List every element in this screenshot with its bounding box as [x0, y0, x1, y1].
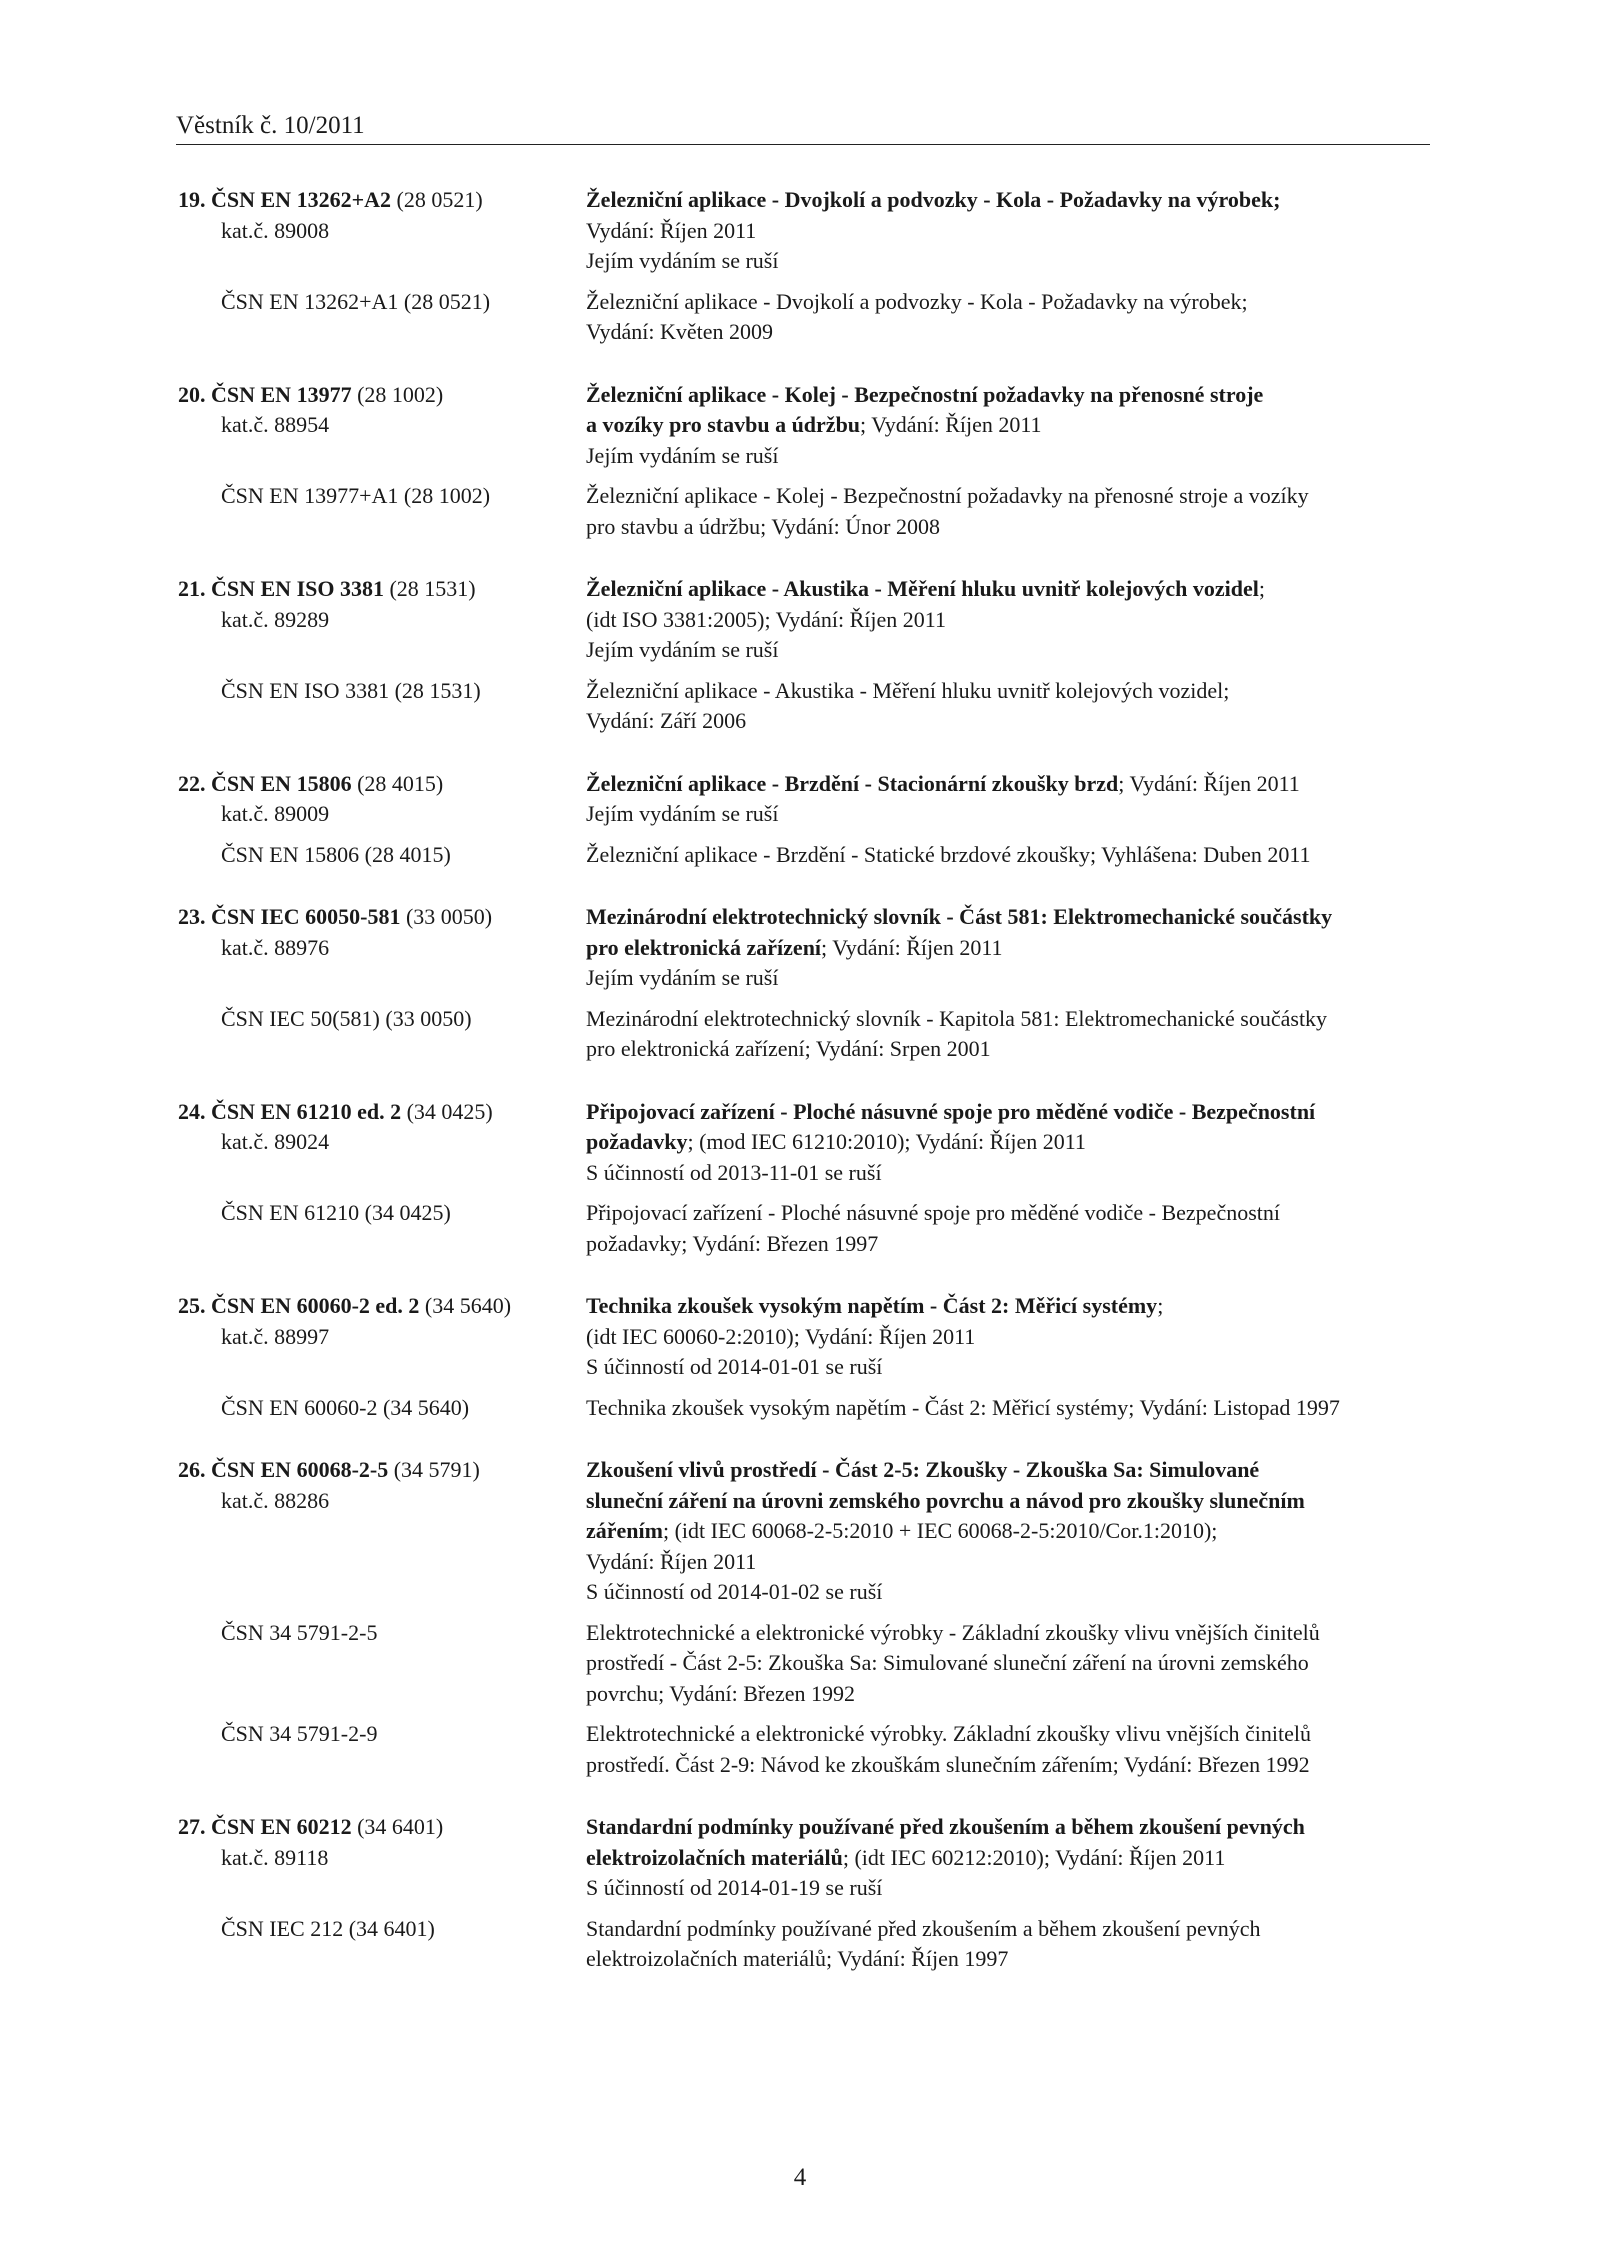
standard-info-line: S účinností od 2014-01-19 se ruší: [586, 1875, 883, 1900]
entry-number: 20.: [178, 381, 206, 407]
replaced-standard-code: ČSN IEC 212 (34 6401): [221, 1915, 435, 1941]
replaced-standard-description: [586, 1719, 1426, 1780]
journal-title: Věstník č. 10/2011: [176, 112, 365, 139]
standard-code: ČSN EN 60060-2 ed. 2: [211, 1293, 420, 1318]
replaced-standard-line: Elektrotechnické a elektronické výrobky - Základní zkoušky vlivu vnějších činitelů: [586, 1619, 1320, 1645]
standard-title-tail: ; (idt IEC 60212:2010); Vydání: Říjen 2011: [842, 1844, 1226, 1870]
standard-class-number: (28 0521): [391, 187, 483, 212]
page-header: [176, 110, 1430, 145]
replaced-standard-line: Železniční aplikace - Dvojkolí a podvozky - Kola - Požadavky na výrobek;: [586, 288, 1248, 314]
entry-number: 19.: [178, 187, 206, 212]
standard-code: ČSN EN ISO 3381: [211, 576, 384, 601]
standard-designation: [0, 380, 586, 472]
new-standard-row: [0, 1097, 1600, 1189]
catalog-number: kat.č. 88976: [221, 934, 330, 960]
standard-description: [586, 769, 1426, 830]
standard-title-line: elektroizolačních materiálů: [586, 1844, 843, 1870]
standard-entry: [0, 769, 1600, 871]
replaced-standard-description: [586, 1618, 1426, 1710]
standard-designation: [0, 902, 586, 994]
new-standard-row: [0, 1455, 1600, 1608]
standard-description: [586, 380, 1426, 472]
catalog-number: kat.č. 89118: [221, 1844, 329, 1870]
replaced-standard-line: prostředí - Část 2-5: Zkouška Sa: Simulované sluneční záření na úrovni zemského: [586, 1650, 1309, 1675]
standard-title-line: požadavky: [586, 1129, 688, 1154]
standard-entry: [0, 1455, 1600, 1780]
standard-class-number: (34 5791): [388, 1457, 480, 1482]
catalog-number: kat.č. 88997: [221, 1323, 330, 1349]
standards-list: [0, 185, 1600, 2007]
standard-designation: [0, 769, 586, 830]
replaced-standard-description: [586, 676, 1426, 737]
replaced-standard-designation: [0, 287, 586, 348]
standard-info-line: Vydání: Říjen 2011: [586, 217, 757, 243]
standard-info-line: Jejím vydáním se ruší: [586, 965, 779, 990]
standard-entry: [0, 902, 1600, 1065]
standard-entry: [0, 380, 1600, 543]
replaced-standard-row: [0, 1914, 1600, 1975]
replaced-standard-line: Vydání: Květen 2009: [586, 319, 773, 344]
replaced-standard-description: [586, 1004, 1426, 1065]
standard-designation: [0, 1812, 586, 1904]
standard-title-tail: ; Vydání: Říjen 2011: [821, 934, 1003, 960]
entry-number: 21.: [178, 576, 206, 601]
catalog-number: kat.č. 89289: [221, 606, 330, 632]
replaced-standard-code: ČSN 34 5791-2-5: [221, 1619, 378, 1645]
standard-class-number: (34 0425): [401, 1098, 493, 1124]
replaced-standard-code: ČSN EN 61210 (34 0425): [221, 1200, 451, 1225]
standard-description: [586, 185, 1426, 277]
replaced-standard-designation: [0, 1393, 586, 1424]
standard-description: [586, 902, 1426, 994]
standard-description: [586, 574, 1426, 666]
replaced-standard-line: Elektrotechnické a elektronické výrobky. Základní zkoušky vlivu vnějších činitelů: [586, 1721, 1311, 1746]
standard-description: [586, 1097, 1426, 1189]
new-standard-row: [0, 380, 1600, 472]
replaced-standard-line: Vydání: Září 2006: [586, 708, 747, 733]
standard-entry: [0, 185, 1600, 348]
standard-class-number: (34 6401): [351, 1814, 444, 1839]
standard-entry: [0, 1097, 1600, 1260]
standard-info-line: (idt ISO 3381:2005); Vydání: Říjen 2011: [586, 606, 946, 632]
replaced-standard-line: povrchu; Vydání: Březen 1992: [586, 1680, 856, 1706]
standard-code: ČSN EN 15806: [211, 770, 352, 796]
replaced-standard-code: ČSN EN 13262+A1 (28 0521): [221, 288, 491, 314]
replaced-standard-line: pro stavbu a údržbu; Vydání: Únor 2008: [586, 513, 940, 539]
replaced-standard-description: [586, 481, 1426, 542]
standard-class-number: (28 1531): [383, 576, 476, 601]
replaced-standard-description: [586, 1914, 1426, 1975]
standard-title-line: sluneční záření na úrovni zemského povrchu a návod pro zkoušky slunečním: [586, 1487, 1305, 1513]
standard-title-line: Připojovací zařízení - Ploché násuvné spoje pro měděné vodiče - Bezpečnostní: [586, 1098, 1316, 1124]
replaced-standard-designation: [0, 1914, 586, 1975]
replaced-standard-description: [586, 1198, 1426, 1259]
replaced-standard-designation: [0, 1618, 586, 1710]
standard-title-tail: ;: [1157, 1293, 1164, 1318]
standard-title-line: Technika zkoušek vysokým napětím - Část 2: Měřicí systémy: [586, 1293, 1158, 1318]
standard-class-number: (28 4015): [351, 770, 444, 796]
standard-description: [586, 1455, 1426, 1608]
replaced-standard-description: [586, 840, 1426, 871]
replaced-standard-row: [0, 1719, 1600, 1780]
standard-title-line: Železniční aplikace - Brzdění - Stacionární zkoušky brzd: [586, 770, 1119, 796]
replaced-standard-row: [0, 1198, 1600, 1259]
catalog-number: kat.č. 89009: [221, 801, 330, 826]
entry-number: 25.: [178, 1293, 206, 1318]
replaced-standard-designation: [0, 481, 586, 542]
replaced-standard-row: [0, 1393, 1600, 1424]
new-standard-row: [0, 185, 1600, 277]
standard-title-line: Zkoušení vlivů prostředí - Část 2-5: Zkoušky - Zkouška Sa: Simulované: [586, 1457, 1260, 1482]
standard-class-number: (34 5640): [419, 1293, 512, 1318]
standard-title-line: Standardní podmínky používané před zkoušením a během zkoušení pevných: [586, 1814, 1305, 1839]
standard-code: ČSN EN 60212: [211, 1814, 352, 1839]
replaced-standard-row: [0, 287, 1600, 348]
entry-number: 27.: [178, 1814, 206, 1839]
new-standard-row: [0, 769, 1600, 830]
replaced-standard-line: Železniční aplikace - Kolej - Bezpečnostní požadavky na přenosné stroje a vozíky: [586, 483, 1309, 508]
standard-code: ČSN EN 61210 ed. 2: [211, 1098, 402, 1124]
standard-designation: [0, 1455, 586, 1608]
standard-entry: [0, 1291, 1600, 1423]
standard-info-line: S účinností od 2014-01-02 se ruší: [586, 1579, 883, 1604]
replaced-standard-line: Mezinárodní elektrotechnický slovník - Kapitola 581: Elektromechanické součástky: [586, 1005, 1328, 1031]
replaced-standard-code: ČSN EN 13977+A1 (28 1002): [221, 483, 491, 508]
replaced-standard-row: [0, 840, 1600, 871]
replaced-standard-row: [0, 481, 1600, 542]
entry-number: 24.: [178, 1098, 206, 1124]
replaced-standard-designation: [0, 1719, 586, 1780]
replaced-standard-code: ČSN EN 60060-2 (34 5640): [221, 1394, 470, 1420]
replaced-standard-line: prostředí. Část 2-9: Návod ke zkouškám slunečním zářením; Vydání: Březen 1992: [586, 1751, 1310, 1777]
replaced-standard-line: Technika zkoušek vysokým napětím - Část 2: Měřicí systémy; Vydání: Listopad 1997: [586, 1394, 1340, 1420]
replaced-standard-line: elektroizolačních materiálů; Vydání: Říjen 1997: [586, 1946, 1009, 1971]
replaced-standard-line: požadavky; Vydání: Březen 1997: [586, 1230, 879, 1256]
replaced-standard-row: [0, 1004, 1600, 1065]
replaced-standard-designation: [0, 1004, 586, 1065]
standard-title-line: a vozíky pro stavbu a údržbu: [586, 412, 861, 437]
standard-info-line: Jejím vydáním se ruší: [586, 801, 779, 826]
standard-code: ČSN IEC 60050-581: [211, 904, 401, 929]
standard-info-line: Jejím vydáním se ruší: [586, 637, 779, 662]
standard-title-line: pro elektronická zařízení: [586, 934, 822, 960]
standard-class-number: (28 1002): [351, 381, 444, 407]
replaced-standard-line: Standardní podmínky používané před zkoušením a během zkoušení pevných: [586, 1915, 1261, 1941]
standard-designation: [0, 1097, 586, 1189]
standard-code: ČSN EN 13977: [211, 381, 352, 407]
standard-title-tail: ; (idt IEC 60068-2-5:2010 + IEC 60068-2-5:2010/Cor.1:2010);: [662, 1518, 1218, 1543]
replaced-standard-description: [586, 1393, 1426, 1424]
standard-title-tail: ; Vydání: Říjen 2011: [860, 412, 1042, 437]
standard-title-tail: ; (mod IEC 61210:2010); Vydání: Říjen 2011: [687, 1129, 1086, 1154]
catalog-number: kat.č. 89024: [221, 1129, 330, 1154]
entry-number: 23.: [178, 904, 206, 929]
standard-code: ČSN EN 60068-2-5: [211, 1457, 389, 1482]
replaced-standard-code: ČSN EN ISO 3381 (28 1531): [221, 677, 481, 703]
replaced-standard-designation: [0, 676, 586, 737]
standard-title-tail: ; Vydání: Říjen 2011: [1118, 770, 1300, 796]
standard-code: ČSN EN 13262+A2: [211, 187, 391, 212]
replaced-standard-code: ČSN EN 15806 (28 4015): [221, 841, 451, 867]
replaced-standard-line: Železniční aplikace - Akustika - Měření hluku uvnitř kolejových vozidel;: [586, 677, 1230, 703]
catalog-number: kat.č. 89008: [221, 217, 330, 243]
new-standard-row: [0, 1812, 1600, 1904]
entry-number: 26.: [178, 1457, 206, 1482]
standard-title-tail: ;: [1258, 576, 1265, 601]
standard-info-line: S účinností od 2013-11-01 se ruší: [586, 1159, 882, 1185]
standard-info-line: Jejím vydáním se ruší: [586, 248, 779, 273]
catalog-number: kat.č. 88286: [221, 1487, 330, 1513]
standard-title-line: Železniční aplikace - Akustika - Měření hluku uvnitř kolejových vozidel: [586, 576, 1259, 601]
standard-title-line: Mezinárodní elektrotechnický slovník - Část 581: Elektromechanické součástky: [586, 904, 1333, 929]
replaced-standard-description: [586, 287, 1426, 348]
standard-info-line: Jejím vydáním se ruší: [586, 442, 779, 468]
standard-entry: [0, 574, 1600, 737]
standard-description: [586, 1812, 1426, 1904]
standard-title-line: Železniční aplikace - Kolej - Bezpečnostní požadavky na přenosné stroje: [586, 381, 1264, 407]
replaced-standard-designation: [0, 840, 586, 871]
entry-number: 22.: [178, 770, 206, 796]
standard-title-line: Železniční aplikace - Dvojkolí a podvozky - Kola - Požadavky na výrobek;: [586, 187, 1281, 212]
replaced-standard-code: ČSN 34 5791-2-9: [221, 1721, 378, 1746]
catalog-number: kat.č. 88954: [221, 412, 330, 437]
replaced-standard-row: [0, 1618, 1600, 1710]
standard-description: [586, 1291, 1426, 1383]
page-number: 4: [793, 2164, 807, 2191]
standard-designation: [0, 574, 586, 666]
replaced-standard-line: Připojovací zařízení - Ploché násuvné spoje pro měděné vodiče - Bezpečnostní: [586, 1200, 1280, 1225]
standard-info-line: (idt IEC 60060-2:2010); Vydání: Říjen 2011: [586, 1323, 976, 1349]
standard-designation: [0, 1291, 586, 1383]
standard-designation: [0, 185, 586, 277]
new-standard-row: [0, 1291, 1600, 1383]
new-standard-row: [0, 902, 1600, 994]
standard-class-number: (33 0050): [400, 904, 493, 929]
standard-title-line: zářením: [586, 1518, 663, 1543]
replaced-standard-line: Železniční aplikace - Brzdění - Statické brzdové zkoušky; Vyhlášena: Duben 2011: [586, 841, 1311, 867]
standard-info-line: S účinností od 2014-01-01 se ruší: [586, 1354, 883, 1379]
replaced-standard-line: pro elektronická zařízení; Vydání: Srpen 2001: [586, 1036, 991, 1061]
replaced-standard-designation: [0, 1198, 586, 1259]
new-standard-row: [0, 574, 1600, 666]
replaced-standard-code: ČSN IEC 50(581) (33 0050): [221, 1005, 472, 1031]
replaced-standard-row: [0, 676, 1600, 737]
standard-info-line: Vydání: Říjen 2011: [586, 1548, 757, 1574]
standard-entry: [0, 1812, 1600, 1975]
